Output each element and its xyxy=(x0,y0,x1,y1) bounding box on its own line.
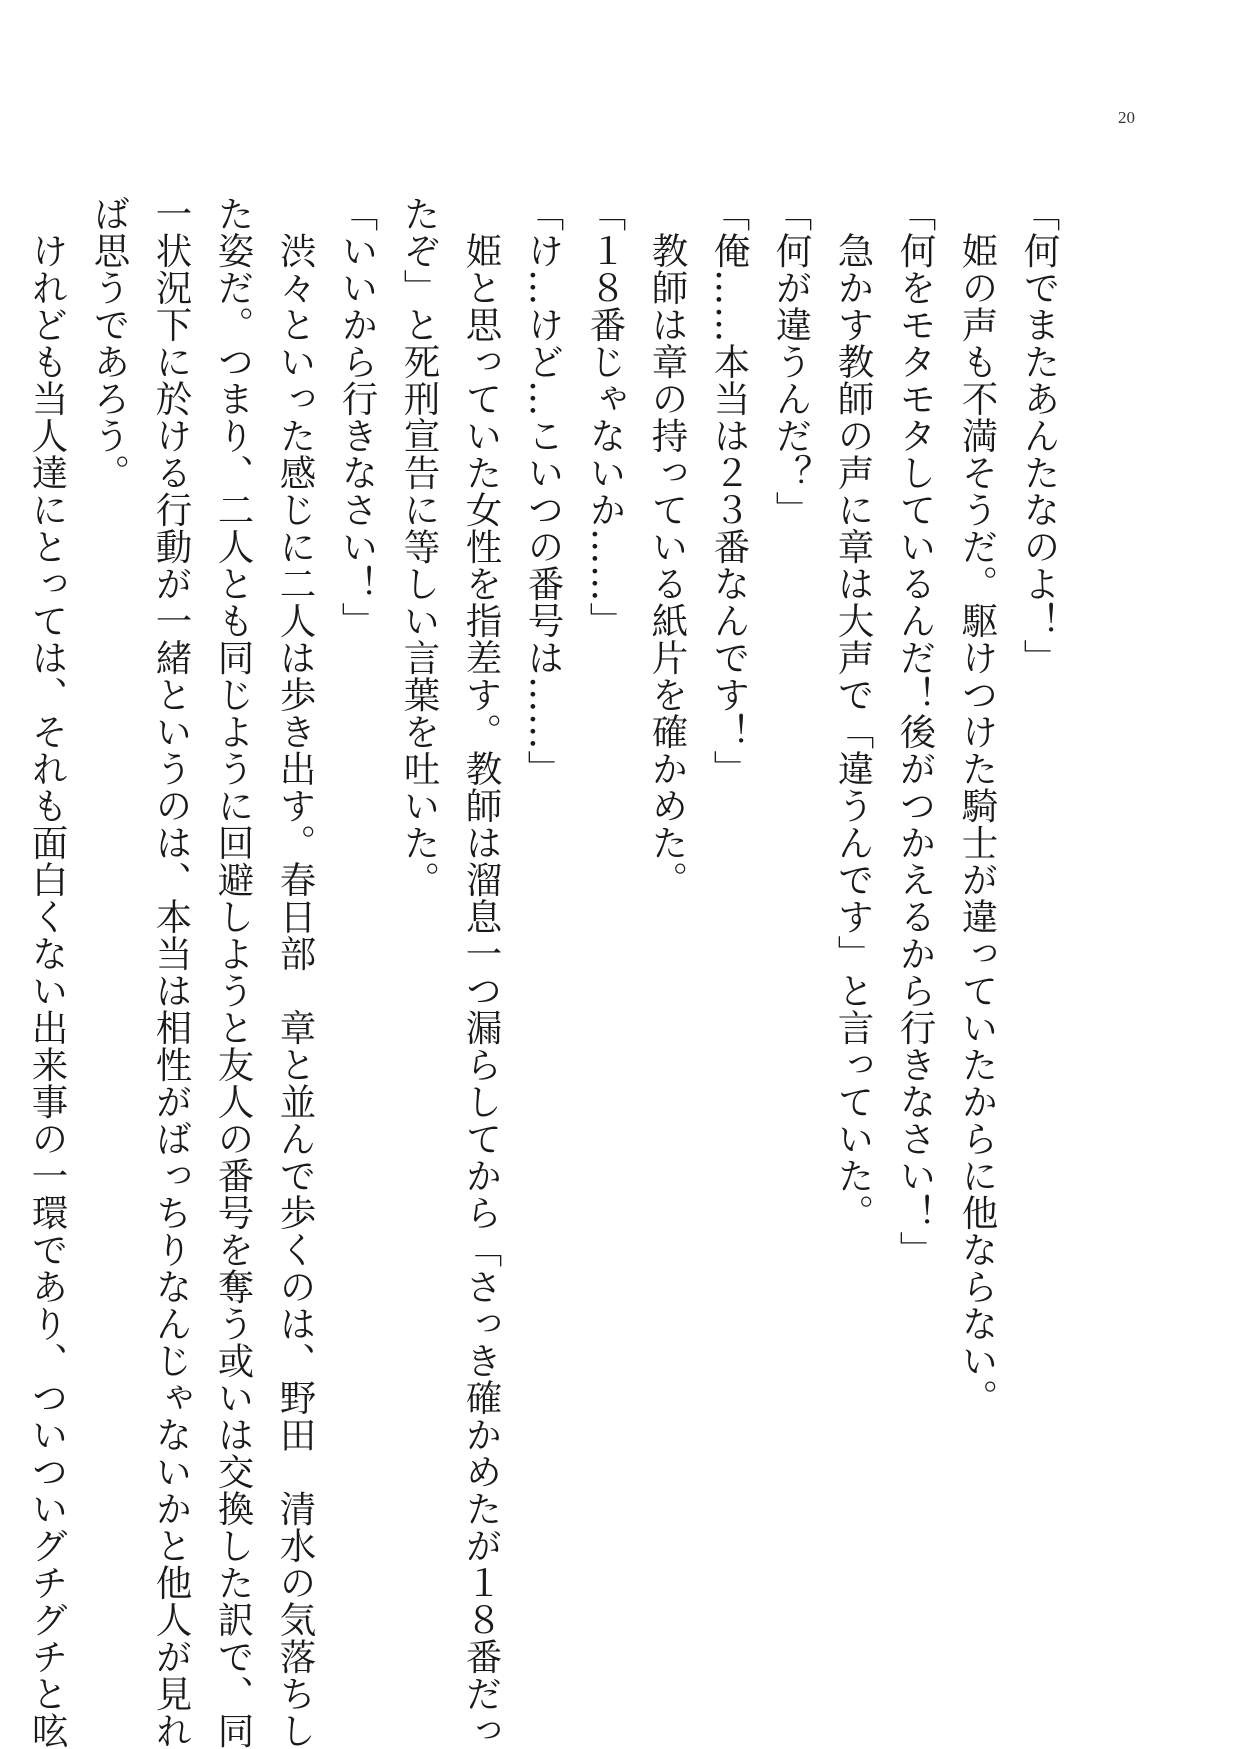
text-line: 渋々といった感じに二人は歩き出す。春日部 章と並んで歩くのは、野田 清水の気落ちし xyxy=(274,195,317,1749)
text-line: 「何でまたあんたなのよ！」 xyxy=(1018,195,1061,676)
text-line: 「俺……本当は２３番なんです！」 xyxy=(708,195,751,787)
text-line: た姿だ。つまり、二人とも同じように回避しようと友人の番号を奪う或いは交換した訳で、同 xyxy=(212,195,255,1749)
text-line: ば思うであろう。 xyxy=(88,195,131,491)
text-line: たぞ」と死刑宣告に等しい言葉を吐いた。 xyxy=(398,195,441,898)
text-line: 「何が違うんだ？」 xyxy=(770,195,813,528)
text-line: 一状況下に於ける行動が一緒というのは、本当は相性がばっちりなんじゃないかと他人が見れ xyxy=(150,195,193,1749)
text-line: 急かす教師の声に章は大声で「違うんです」と言っていた。 xyxy=(832,195,875,1231)
text-line: 「いいから行きなさい！」 xyxy=(336,195,379,639)
novel-body-text xyxy=(16,195,1070,1749)
text-line: けれども当人達にとっては、それも面白くない出来事の一環であり、ついついグチグチと呟 xyxy=(26,195,69,1749)
text-line: 「１８番じゃないか……」 xyxy=(584,195,627,639)
text-line: 「何をモタモタしているんだ！後がつかえるから行きなさい！」 xyxy=(894,195,937,1268)
text-line: 「け…けど…こいつの番号は……」 xyxy=(522,195,565,787)
text-line: 姫と思っていた女性を指差す。教師は溜息一つ漏らしてから「さっき確かめたが１８番だっ xyxy=(460,195,503,1749)
text-line: 姫の声も不満そうだ。駆けつけた騎士が違っていたからに他ならない。 xyxy=(956,195,999,1416)
page-number: 20 xyxy=(1118,108,1135,127)
text-line: 教師は章の持っている紙片を確かめた。 xyxy=(646,195,689,898)
